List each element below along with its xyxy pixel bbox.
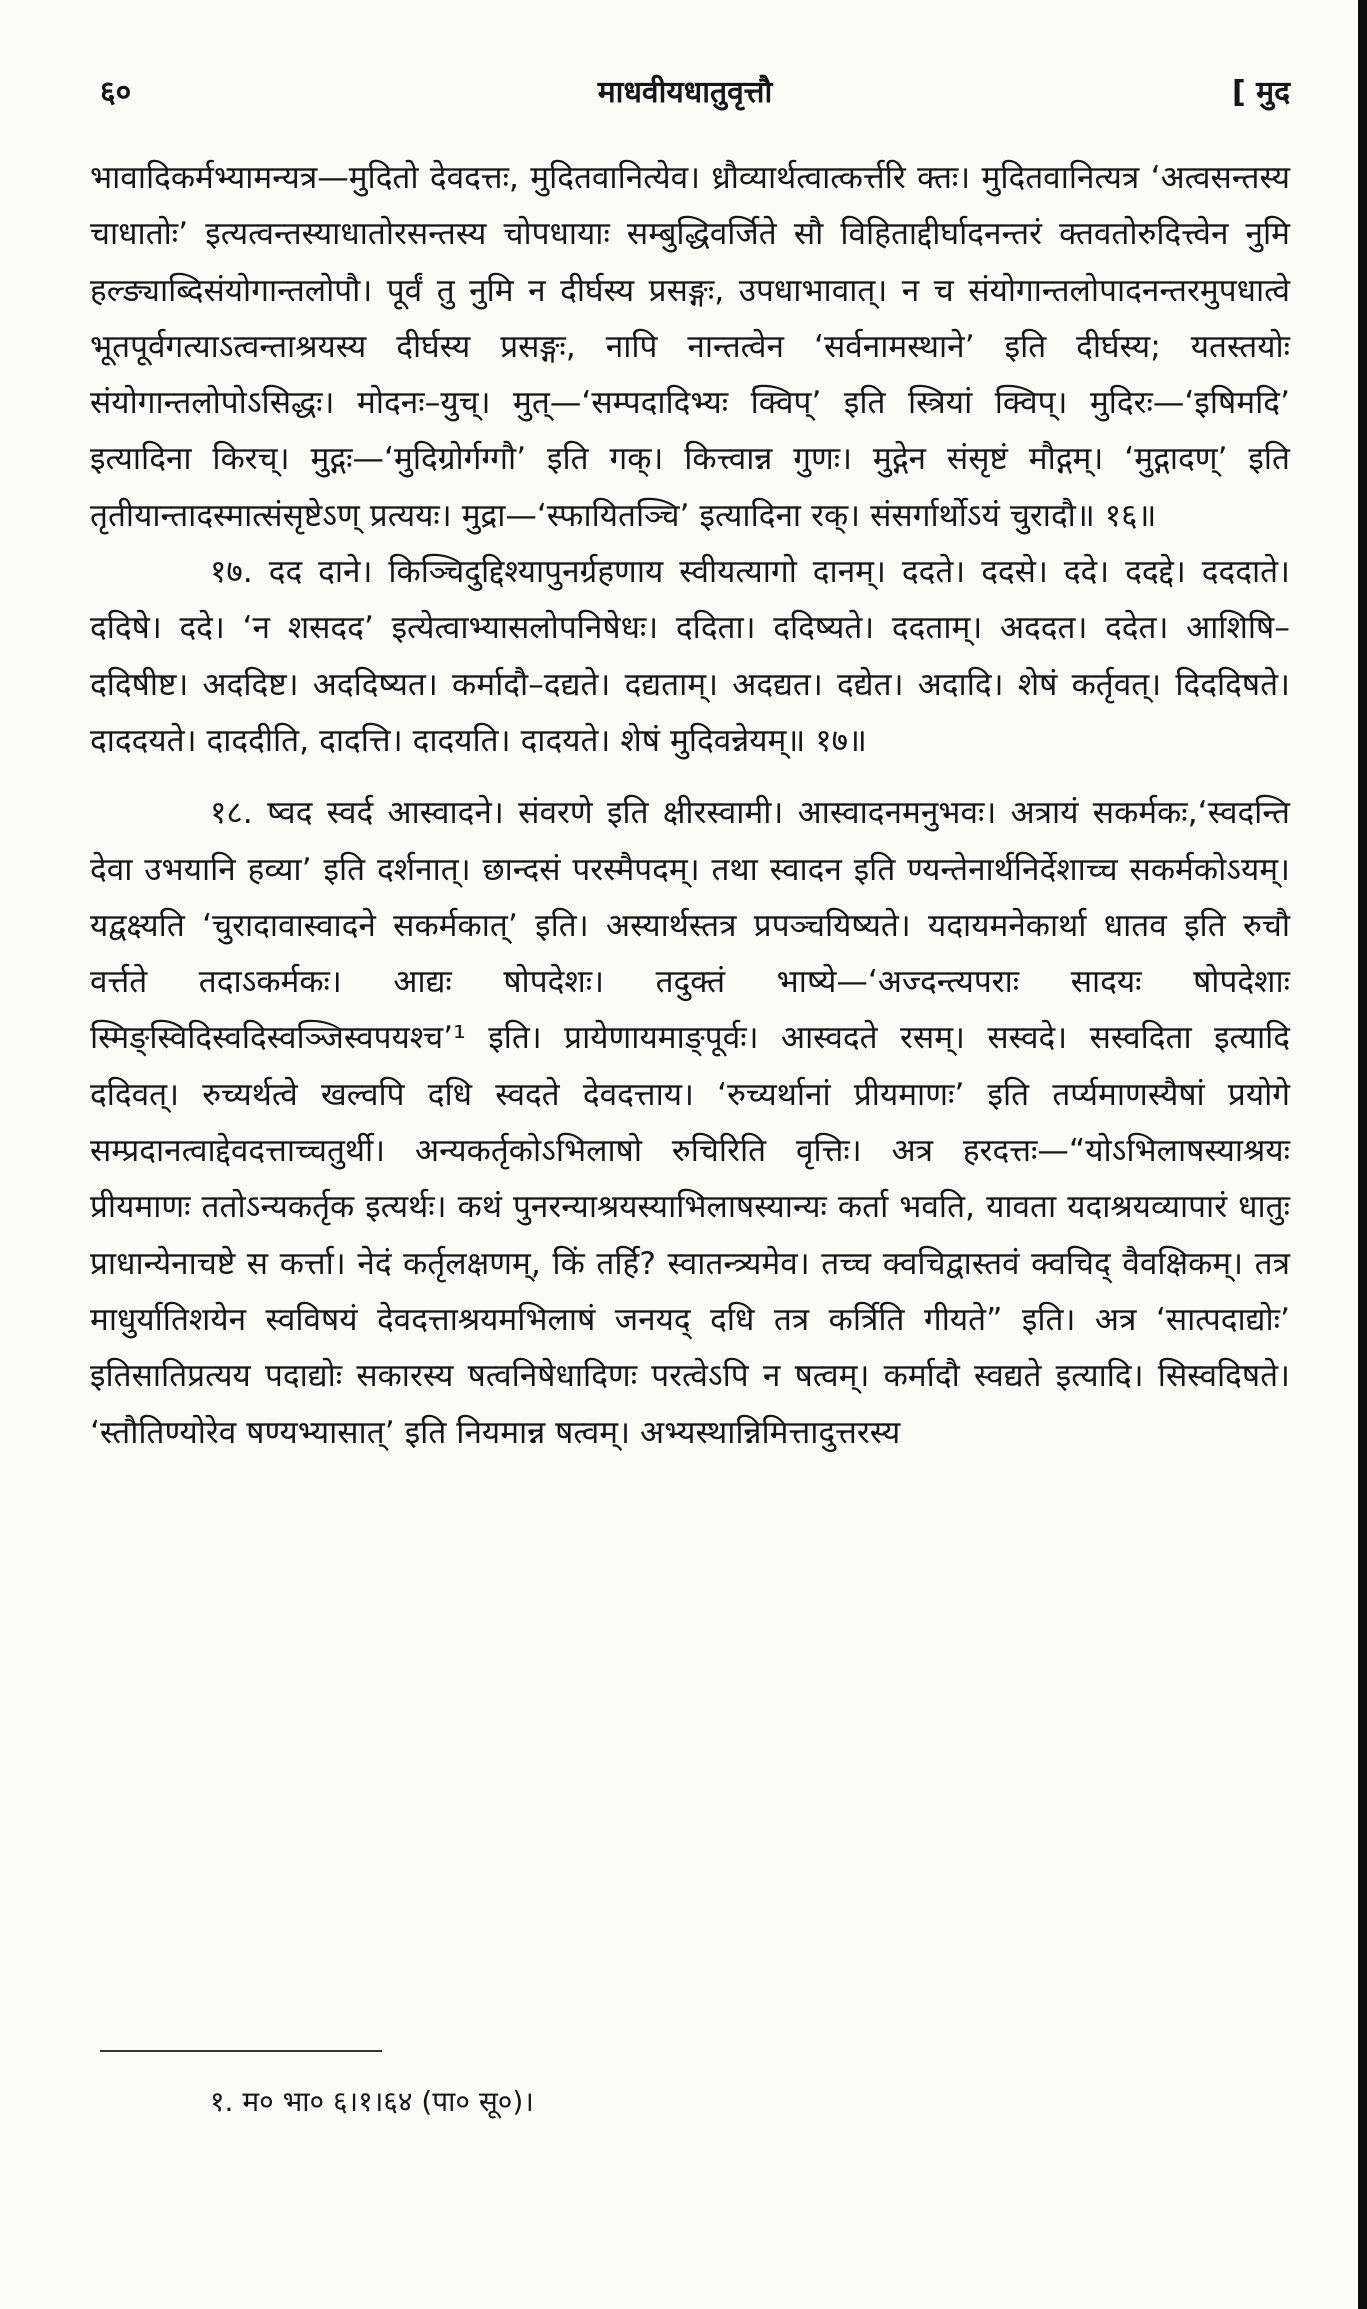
paragraph-dada: १७. दद दाने। किञ्चिदुद्दिश्यापुनर्ग्रहणाय स्वीयत्यागो दानम्। ददते। ददसे। ददे। ददद्दे। दददाते। ददिषे। ददे। ‘न शसदद’ इत्येत्वाभ्यासलोपनिषेधः। ददिता। ददिष्यते। ददताम्। अददत। ददेत। आशिषि–ददिषीष्ट। अददिष्ट। अददिष्यत। कर्मादौ–दद्यते। दद्यताम्। अदद्यत। दद्येत। अदादि। शेषं कर्तृवत्। दिददिषते। दाददयते। दाददीति, दादत्ति। दादयति। दादयते। शेषं मुदिवन्नेयम्॥ १७॥: [90, 554, 1290, 759]
footnote: १. म० भा० ६।१।६४ (पा० सू०)।: [210, 2085, 534, 2118]
paragraph-shvada: १८. ष्वद स्वर्द आस्वादने। संवरणे इति क्षीरस्वामी। आस्वादनमनुभवः। अत्रायं सकर्मकः,‘स्वदन्ति देवा उभयानि हव्या’ इति दर्शनात्। छान्दसं परस्मैपदम्। तथा स्वादन इति ण्यन्तेनार्थनिर्देशाच्च सकर्मकोऽयम्। यद्वक्ष्यति ‘चुरादावास्वादने सकर्मकात्’ इति। अस्यार्थस्तत्र प्रपञ्चयिष्यते। यदायमनेकार्था धातव इति रुचौ वर्त्तते तदाऽकर्मकः। आद्यः षोपदेशः। तदुक्तं भाष्ये—‘अज्दन्त्यपराः सादयः षोपदेशाः स्मिङ्स्विदिस्वदिस्वञ्जिस्वपयश्च’¹ इति। प्रायेणायमाङ्पूर्वः। आस्वदते रसम्। सस्वदे। सस्वदिता इत्यादि ददिवत्। रुच्यर्थत्वे खल्वपि दधि स्वदते देवदत्ताय। ‘रुच्यर्थानां प्रीयमाणः’ इति तर्प्यमाणस्यैषां प्रयोगे सम्प्रदानत्वाद्देवदत्ताच्चतुर्थी। अन्यकर्तृकोऽभिलाषो रुचिरिति वृत्तिः। अत्र हरदत्तः—“योऽभिलाषस्याश्रयः प्रीयमाणः ततोऽन्यकर्तृक इत्यर्थः। कथं पुनरन्याश्रयस्याभिलाषस्यान्यः कर्ता भवति, यावता यदाश्रयव्यापारं धातुः प्राधान्येनाचष्टे स कर्त्ता। नेदं कर्तृलक्षणम्, किं तर्हि? स्वातन्त्र्यमेव। तच्च क्वचिद्वास्तवं क्वचिद् वैवक्षिकम्। तत्र माधुर्यातिशयेन स्वविषयं देवदत्ताश्रयमभिलाषं जनयद् दधि तत्र कर्त्रिति गीयते” इति। अत्र ‘सात्पदाद्योः’ इतिसातिप्रत्यय पदाद्योः सकारस्य षत्वनिषेधादिणः परत्वेऽपि न षत्वम्। कर्मादौ स्वद्यते इत्यादि। सिस्वदिषते। ‘स्तौतिण्योरेव षण्यभ्यासात्’ इति नियमान्न षत्वम्। अभ्यस्थान्निमित्तादुत्तरस्य: [90, 795, 1290, 1451]
section-mark: [ मुद: [1231, 75, 1290, 110]
body-text: [90, 150, 1290, 1461]
paragraph-mud: भावादिकर्मभ्यामन्यत्र—मुदितो देवदत्तः, मुदितवानित्येव। ध्रौव्यार्थत्वात्कर्त्तरि क्तः। मुदितवानित्यत्र ‘अत्वसन्तस्य चाधातोः’ इत्यत्वन्तस्याधातोरसन्तस्य चोपधायाः सम्बुद्धिवर्जिते सौ विहिताद्दीर्घादनन्तरं क्तवतोरुदित्त्वेन नुमि हल्ङ्याब्दिसंयोगान्तलोपौ। पूर्वं तु नुमि न दीर्घस्य प्रसङ्गः, उपधाभावात्। न च संयोगान्तलोपादनन्तरमुपधात्वे भूतपूर्वगत्याऽत्वन्ताश्रयस्य दीर्घस्य प्रसङ्गः, नापि नान्तत्वेन ‘सर्वनामस्थाने’ इति दीर्घस्य; यतस्तयोः संयोगान्तलोपोऽसिद्धः। मोदनः–युच्। मुत्—‘सम्पदादिभ्यः क्विप्’ इति स्त्रियां क्विप्। मुदिरः—‘इषिमदि’ इत्यादिना किरच्। मुद्गः—‘मुदिग्रोर्गग्गौ’ इति गक्। कित्त्वान्न गुणः। मुद्गेन संसृष्टं मौद्गम्। ‘मुद्गादण्’ इति तृतीयान्तादस्मात्संसृष्टेऽण् प्रत्ययः। मुद्रा—‘स्फायितञ्चि’ इत्यादिना रक्। संसर्गार्थोऽयं चुरादौ॥ १६॥: [90, 160, 1290, 534]
page-number: ६०: [100, 75, 132, 110]
footnote-divider: [100, 2050, 382, 2052]
page-header: [80, 70, 1290, 130]
running-title: माधवीयधातुवृत्तौ: [597, 75, 773, 110]
scan-edge: [1358, 0, 1367, 2309]
